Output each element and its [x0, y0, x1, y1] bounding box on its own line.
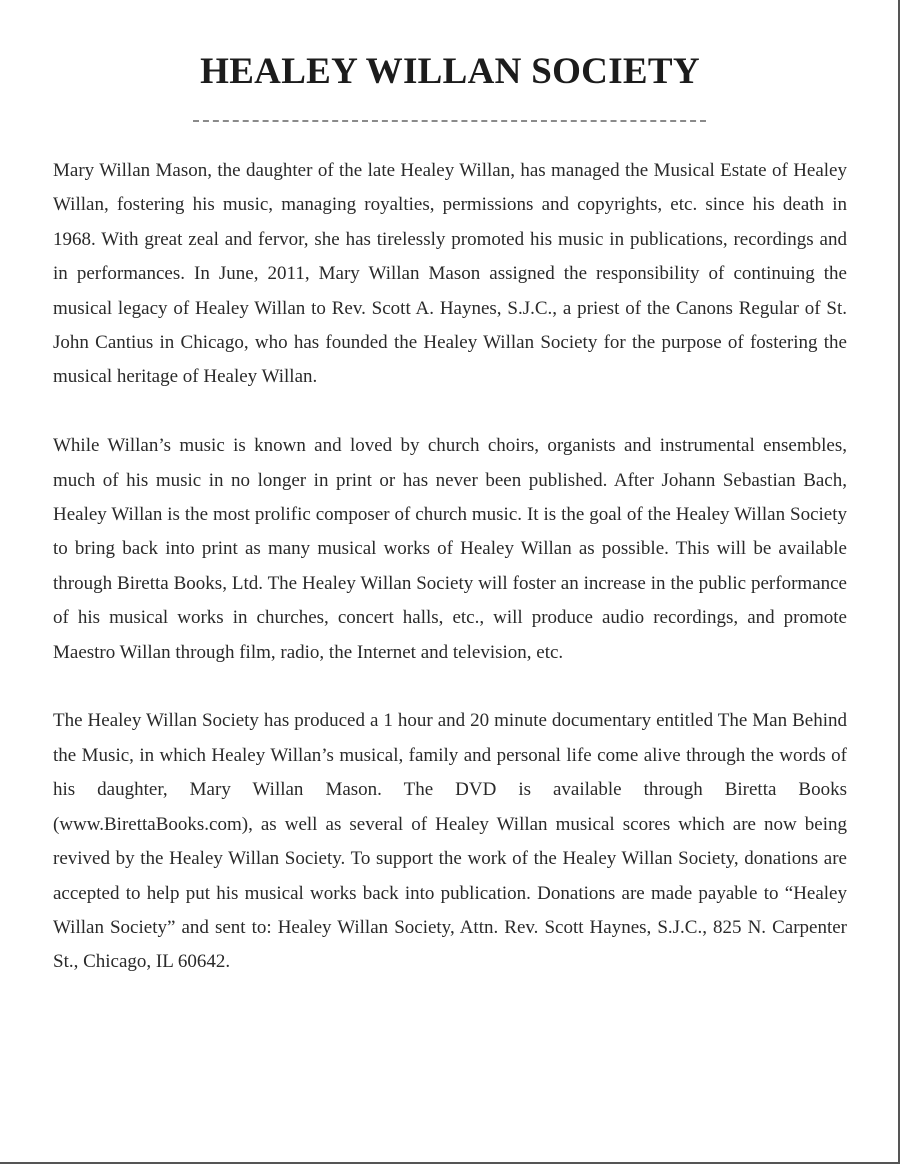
title-divider [193, 120, 706, 122]
body-text [53, 154, 847, 980]
paragraph-intro: Mary Willan Mason, the daughter of the late Healey Willan, has managed the Musical Estate of Healey Willan, fostering his music, managing royalties, permissions and copyrights, etc. since his death in 1968. With great zeal and fervor, she has tirelessly promoted his music in publications, recordings and in performances. In June, 2011, Mary Willan Mason assigned the responsibility of continuing the musical legacy of Healey Willan to Rev. Scott A. Haynes, S.J.C., a priest of the Canons Regular of St. John Cantius in Chicago, who has founded the Healey Willan Society for the purpose of fostering the musical heritage of Healey Willan. [53, 160, 847, 388]
paragraph-donations: The Healey Willan Society has produced a 1 hour and 20 minute documentary entitled The Man Behind the Music, in which Healey Willan’s musical, family and personal life come alive through the words of his daughter, Mary Willan Mason. The DVD is available through Biretta Books (www.BirettaBooks.com), as well as several of Healey Willan musical scores which are now being revived by the Healey Willan Society. To support the work of the Healey Willan Society, donations are accepted to help put his musical works back into publication. Donations are made payable to “Healey Willan Society” and sent to: Healey Willan Society, Attn. Rev. Scott Haynes, S.J.C., 825 N. Carpenter St., Chicago, IL 60642. [53, 710, 847, 973]
page-title: HEALEY WILLAN SOCIETY [200, 51, 700, 92]
paragraph-mission: While Willan’s music is known and loved by church choirs, organists and instrumental ensembles, much of his music in no longer in print or has never been published. After Johann Sebastian Bach, Healey Willan is the most prolific composer of church music. It is the goal of the Healey Willan Society to bring back into print as many musical works of Healey Willan as possible. This will be available through Biretta Books, Ltd. The Healey Willan Society will foster an increase in the public performance of his musical works in churches, concert halls, etc., will produce audio recordings, and promote Maestro Willan through film, radio, the Internet and television, etc. [53, 435, 847, 663]
